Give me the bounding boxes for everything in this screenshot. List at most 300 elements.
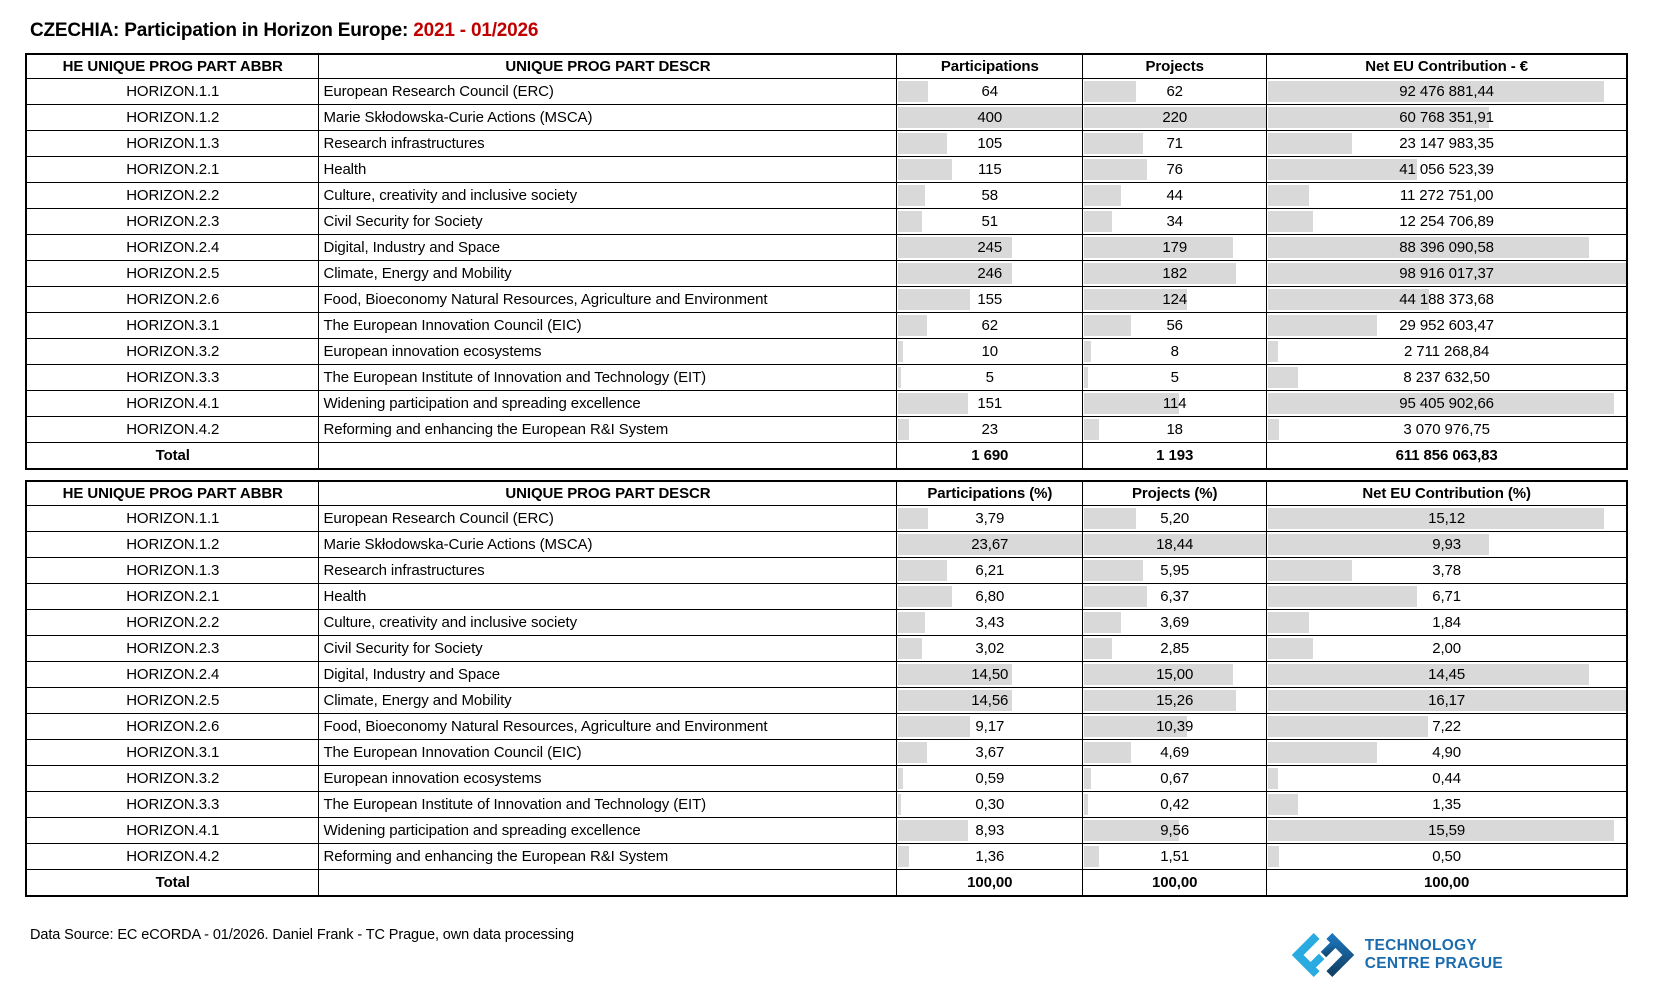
program-abbr-cell: HORIZON.4.2 [26, 844, 319, 870]
table-row [26, 766, 1627, 792]
data-bar [1084, 794, 1088, 815]
total-row [26, 870, 1627, 897]
program-abbr-cell: HORIZON.3.3 [26, 792, 319, 818]
value-cell [1083, 740, 1267, 766]
tc-prague-logo-icon [1291, 923, 1355, 987]
value-text: 9,93 [1432, 536, 1462, 553]
data-bar [898, 612, 925, 633]
program-abbr-cell: HORIZON.2.2 [26, 610, 319, 636]
value-text: 58 [981, 187, 999, 204]
table-row [26, 610, 1627, 636]
value-cell [1083, 157, 1267, 183]
total-value-cell: 1 690 [897, 443, 1083, 470]
value-cell [1267, 105, 1627, 131]
value-text: 2,00 [1432, 640, 1462, 657]
value-cell [1083, 339, 1267, 365]
program-descr-cell: Marie Skłodowska-Curie Actions (MSCA) [319, 532, 897, 558]
table-row [26, 532, 1627, 558]
value-cell [897, 157, 1083, 183]
program-abbr-cell: HORIZON.3.3 [26, 365, 319, 391]
value-text: 114 [1162, 395, 1187, 412]
value-text: 71 [1166, 135, 1183, 152]
total-descr-cell [319, 443, 897, 470]
value-text: 0,59 [975, 770, 1005, 787]
value-cell [897, 131, 1083, 157]
data-bar [898, 716, 970, 737]
data-bar [1268, 315, 1377, 336]
value-cell [1083, 662, 1267, 688]
data-bar [898, 768, 903, 789]
value-cell [897, 844, 1083, 870]
value-text: 1,35 [1432, 796, 1462, 813]
table-row [26, 688, 1627, 714]
value-text: 7,22 [1432, 718, 1462, 735]
value-text: 0,30 [975, 796, 1005, 813]
value-cell [897, 287, 1083, 313]
value-cell [1083, 235, 1267, 261]
value-text: 16,17 [1428, 692, 1466, 709]
value-text: 245 [977, 239, 1003, 256]
value-text: 182 [1162, 265, 1188, 282]
value-text: 14,45 [1428, 666, 1466, 683]
data-bar [1084, 508, 1136, 529]
data-bar [1268, 768, 1278, 789]
value-cell [897, 740, 1083, 766]
value-cell [897, 610, 1083, 636]
data-bar [898, 846, 909, 867]
program-abbr-cell: HORIZON.2.6 [26, 287, 319, 313]
value-text: 0,50 [1432, 848, 1462, 865]
table-row [26, 844, 1627, 870]
program-descr-cell: Widening participation and spreading excellence [319, 391, 897, 417]
program-descr-cell: Digital, Industry and Space [319, 662, 897, 688]
value-cell [1083, 131, 1267, 157]
value-cell [1267, 131, 1627, 157]
data-bar [898, 794, 900, 815]
value-text: 3,02 [975, 640, 1005, 657]
data-bar [1084, 159, 1147, 180]
value-text: 44 [1166, 187, 1183, 204]
value-cell [1267, 339, 1627, 365]
column-header: Participations [897, 54, 1083, 79]
data-bar [1268, 846, 1279, 867]
value-cell [1083, 79, 1267, 105]
data-bar [1084, 560, 1143, 581]
value-cell [1083, 183, 1267, 209]
value-cell [1083, 287, 1267, 313]
data-bar [898, 81, 928, 102]
table-row [26, 584, 1627, 610]
data-bar [1084, 638, 1112, 659]
value-cell [1267, 714, 1627, 740]
value-cell [1267, 79, 1627, 105]
value-text: 5 [985, 369, 994, 386]
program-abbr-cell: HORIZON.1.3 [26, 558, 319, 584]
program-abbr-cell: HORIZON.2.6 [26, 714, 319, 740]
data-bar [1084, 341, 1091, 362]
tc-prague-logo-text [1365, 937, 1503, 974]
total-value-cell: 100,00 [897, 870, 1083, 897]
value-cell [897, 506, 1083, 532]
value-cell [897, 261, 1083, 287]
logo-line-2: CENTRE PRAGUE [1364, 955, 1503, 972]
table-row [26, 391, 1627, 417]
value-cell [1267, 183, 1627, 209]
percentage-values-table [25, 480, 1628, 897]
program-abbr-cell: HORIZON.2.3 [26, 209, 319, 235]
value-text: 92 476 881,44 [1399, 83, 1494, 100]
value-text: 0,67 [1160, 770, 1190, 787]
data-bar [1084, 81, 1136, 102]
value-text: 34 [1166, 213, 1183, 230]
value-text: 15,59 [1428, 822, 1466, 839]
value-text: 1,36 [975, 848, 1005, 865]
program-descr-cell: European Research Council (ERC) [319, 79, 897, 105]
table-row [26, 818, 1627, 844]
value-cell [1267, 636, 1627, 662]
data-bar [1084, 237, 1233, 258]
value-text: 23,67 [971, 536, 1009, 553]
program-descr-cell: Culture, creativity and inclusive society [319, 610, 897, 636]
table-row [26, 209, 1627, 235]
program-abbr-cell: HORIZON.1.2 [26, 105, 319, 131]
value-text: 2 711 268,84 [1403, 343, 1490, 360]
value-cell [1267, 313, 1627, 339]
data-bar [898, 341, 903, 362]
value-text: 10 [981, 343, 999, 360]
program-abbr-cell: HORIZON.4.1 [26, 818, 319, 844]
value-text: 11 272 751,00 [1399, 187, 1494, 204]
value-text: 3 070 976,75 [1403, 421, 1490, 438]
value-text: 3,67 [975, 744, 1005, 761]
value-text: 4,90 [1432, 744, 1462, 761]
value-cell [897, 558, 1083, 584]
value-cell [897, 79, 1083, 105]
program-descr-cell: Climate, Energy and Mobility [319, 688, 897, 714]
value-cell [1267, 157, 1627, 183]
program-descr-cell: The European Institute of Innovation and Technology (EIT) [319, 365, 897, 391]
value-text: 9,17 [975, 718, 1005, 735]
value-cell [1083, 688, 1267, 714]
data-bar [1084, 185, 1121, 206]
value-text: 246 [977, 265, 1003, 282]
column-header: Participations (%) [897, 481, 1083, 506]
program-descr-cell: Widening participation and spreading excellence [319, 818, 897, 844]
value-cell [1267, 287, 1627, 313]
value-cell [897, 636, 1083, 662]
table-row [26, 714, 1627, 740]
value-cell [1267, 558, 1627, 584]
program-abbr-cell: HORIZON.2.1 [26, 157, 319, 183]
value-cell [1083, 365, 1267, 391]
value-text: 3,69 [1160, 614, 1190, 631]
total-descr-cell [319, 870, 897, 897]
program-abbr-cell: HORIZON.4.2 [26, 417, 319, 443]
data-bar [1268, 419, 1279, 440]
data-bar [898, 742, 927, 763]
value-text: 6,71 [1432, 588, 1462, 605]
data-bar [1084, 768, 1091, 789]
table-row [26, 792, 1627, 818]
program-descr-cell: European Research Council (ERC) [319, 506, 897, 532]
data-bar [1268, 612, 1309, 633]
column-header: Net EU Contribution (%) [1267, 481, 1627, 506]
value-cell [1267, 532, 1627, 558]
data-bar [898, 419, 909, 440]
value-text: 124 [1162, 291, 1188, 308]
value-cell [1083, 209, 1267, 235]
value-text: 56 [1166, 317, 1183, 334]
value-text: 2,85 [1160, 640, 1190, 657]
value-text: 8 [1170, 343, 1179, 360]
program-descr-cell: The European Innovation Council (EIC) [319, 313, 897, 339]
value-text: 400 [977, 109, 1003, 126]
value-cell [1267, 261, 1627, 287]
value-cell [897, 105, 1083, 131]
column-header: UNIQUE PROG PART DESCR [319, 481, 897, 506]
table-row [26, 131, 1627, 157]
table-row [26, 636, 1627, 662]
data-bar [1084, 612, 1121, 633]
value-cell [1267, 766, 1627, 792]
program-abbr-cell: HORIZON.1.1 [26, 79, 319, 105]
total-value-cell: 611 856 063,83 [1267, 443, 1627, 470]
value-text: 23 [981, 421, 999, 438]
value-text: 15,26 [1156, 692, 1194, 709]
data-bar [898, 159, 951, 180]
table-row [26, 740, 1627, 766]
data-bar [1268, 185, 1309, 206]
value-text: 4,69 [1160, 744, 1190, 761]
value-text: 0,44 [1432, 770, 1462, 787]
program-abbr-cell: HORIZON.3.2 [26, 766, 319, 792]
value-text: 8,93 [975, 822, 1005, 839]
value-cell [1083, 261, 1267, 287]
value-cell [897, 417, 1083, 443]
value-text: 220 [1162, 109, 1188, 126]
column-header: HE UNIQUE PROG PART ABBR [26, 481, 319, 506]
value-cell [1083, 391, 1267, 417]
value-text: 1,84 [1432, 614, 1462, 631]
table-row [26, 235, 1627, 261]
data-bar [1084, 263, 1235, 284]
table-row [26, 79, 1627, 105]
data-bar [898, 289, 970, 310]
program-abbr-cell: HORIZON.2.1 [26, 584, 319, 610]
program-descr-cell: Research infrastructures [319, 558, 897, 584]
value-text: 3,78 [1432, 562, 1462, 579]
value-text: 5,95 [1160, 562, 1190, 579]
value-cell [1267, 818, 1627, 844]
data-bar [1268, 560, 1352, 581]
value-cell [1267, 844, 1627, 870]
value-text: 8 237 632,50 [1403, 369, 1490, 386]
value-cell [897, 532, 1083, 558]
value-cell [1083, 714, 1267, 740]
value-text: 14,50 [971, 666, 1009, 683]
value-cell [1083, 792, 1267, 818]
data-bar [898, 211, 922, 232]
data-bar [1268, 716, 1428, 737]
data-bar [1268, 586, 1417, 607]
value-text: 1,51 [1160, 848, 1190, 865]
value-text: 15,00 [1156, 666, 1194, 683]
value-text: 95 405 902,66 [1399, 395, 1494, 412]
data-bar [1268, 159, 1417, 180]
program-abbr-cell: HORIZON.2.4 [26, 662, 319, 688]
value-text: 18 [1166, 421, 1183, 438]
header-row [26, 481, 1627, 506]
value-text: 23 147 983,35 [1399, 135, 1494, 152]
value-cell [1267, 688, 1627, 714]
value-text: 62 [981, 317, 999, 334]
value-text: 151 [977, 395, 1003, 412]
data-bar [1268, 742, 1377, 763]
value-cell [1267, 209, 1627, 235]
total-label-cell: Total [26, 870, 319, 897]
data-bar [1084, 211, 1112, 232]
data-bar [1268, 211, 1312, 232]
program-descr-cell: Food, Bioeconomy Natural Resources, Agriculture and Environment [319, 714, 897, 740]
program-descr-cell: Civil Security for Society [319, 636, 897, 662]
value-cell [897, 714, 1083, 740]
data-bar [1084, 742, 1131, 763]
program-abbr-cell: HORIZON.3.2 [26, 339, 319, 365]
data-source-note: Data Source: EC eCORDA - 01/2026. Daniel Frank - TC Prague, own data processing [30, 927, 574, 943]
data-bar [1268, 341, 1278, 362]
value-cell [897, 339, 1083, 365]
column-header: Projects (%) [1083, 481, 1267, 506]
value-cell [1083, 844, 1267, 870]
table-row [26, 261, 1627, 287]
column-header: HE UNIQUE PROG PART ABBR [26, 54, 319, 79]
data-bar [1084, 586, 1147, 607]
value-text: 18,44 [1156, 536, 1194, 553]
page-title-period: 2021 - 01/2026 [413, 20, 539, 41]
value-cell [1267, 365, 1627, 391]
data-bar [898, 367, 900, 388]
value-text: 3,43 [975, 614, 1005, 631]
value-cell [1267, 417, 1627, 443]
total-label-cell: Total [26, 443, 319, 470]
value-cell [1267, 662, 1627, 688]
absolute-values-table [25, 53, 1628, 470]
value-text: 179 [1162, 239, 1188, 256]
program-abbr-cell: HORIZON.2.3 [26, 636, 319, 662]
page-title [25, 16, 1653, 53]
program-abbr-cell: HORIZON.3.1 [26, 740, 319, 766]
program-descr-cell: The European Institute of Innovation and Technology (EIT) [319, 792, 897, 818]
value-cell [897, 313, 1083, 339]
value-cell [897, 584, 1083, 610]
data-bar [1084, 133, 1143, 154]
program-descr-cell: The European Innovation Council (EIC) [319, 740, 897, 766]
value-cell [897, 792, 1083, 818]
footer [25, 907, 1653, 987]
data-bar [1268, 133, 1352, 154]
program-abbr-cell: HORIZON.2.5 [26, 261, 319, 287]
value-text: 6,37 [1160, 588, 1190, 605]
value-text: 6,21 [975, 562, 1005, 579]
value-text: 60 768 351,91 [1399, 109, 1494, 126]
table-row [26, 365, 1627, 391]
table-row [26, 662, 1627, 688]
value-cell [897, 183, 1083, 209]
program-descr-cell: Digital, Industry and Space [319, 235, 897, 261]
value-cell [1267, 740, 1627, 766]
value-text: 64 [981, 83, 999, 100]
program-descr-cell: Health [319, 157, 897, 183]
table-row [26, 417, 1627, 443]
value-text: 5 [1170, 369, 1179, 386]
value-cell [1083, 506, 1267, 532]
value-cell [1083, 636, 1267, 662]
data-bar [898, 638, 922, 659]
page-title-text: CZECHIA: Participation in Horizon Europe: [30, 20, 414, 41]
value-cell [1083, 417, 1267, 443]
program-abbr-cell: HORIZON.3.1 [26, 313, 319, 339]
table-row [26, 506, 1627, 532]
value-text: 41 056 523,39 [1399, 161, 1494, 178]
total-value-cell: 100,00 [1083, 870, 1267, 897]
value-cell [897, 365, 1083, 391]
program-descr-cell: European innovation ecosystems [319, 766, 897, 792]
value-cell [897, 391, 1083, 417]
table-row [26, 157, 1627, 183]
value-text: 51 [981, 213, 999, 230]
table-row [26, 558, 1627, 584]
column-header: UNIQUE PROG PART DESCR [319, 54, 897, 79]
data-bar [898, 508, 928, 529]
program-descr-cell: Marie Skłodowska-Curie Actions (MSCA) [319, 105, 897, 131]
program-descr-cell: Health [319, 584, 897, 610]
program-descr-cell: Reforming and enhancing the European R&I System [319, 844, 897, 870]
data-bar [898, 820, 968, 841]
value-text: 15,12 [1428, 510, 1466, 527]
data-bar [898, 393, 968, 414]
value-cell [1083, 610, 1267, 636]
table-row [26, 105, 1627, 131]
value-text: 98 916 017,37 [1399, 265, 1494, 282]
table-row [26, 313, 1627, 339]
value-text: 6,80 [975, 588, 1005, 605]
value-cell [1267, 584, 1627, 610]
value-cell [1083, 584, 1267, 610]
table-row [26, 339, 1627, 365]
value-cell [897, 209, 1083, 235]
data-bar [1084, 315, 1131, 336]
value-text: 3,79 [975, 510, 1005, 527]
column-header: Projects [1083, 54, 1267, 79]
value-text: 76 [1166, 161, 1183, 178]
value-text: 115 [977, 161, 1002, 178]
data-bar [1268, 794, 1298, 815]
column-header: Net EU Contribution - € [1267, 54, 1627, 79]
value-text: 10,39 [1156, 718, 1194, 735]
value-cell [1083, 105, 1267, 131]
value-text: 9,56 [1160, 822, 1190, 839]
value-cell [897, 766, 1083, 792]
value-text: 0,42 [1160, 796, 1190, 813]
value-cell [1083, 818, 1267, 844]
data-bar [1084, 419, 1099, 440]
value-cell [897, 688, 1083, 714]
value-text: 62 [1166, 83, 1183, 100]
value-text: 5,20 [1160, 510, 1190, 527]
value-text: 14,56 [971, 692, 1009, 709]
value-cell [1267, 610, 1627, 636]
total-value-cell: 100,00 [1267, 870, 1627, 897]
